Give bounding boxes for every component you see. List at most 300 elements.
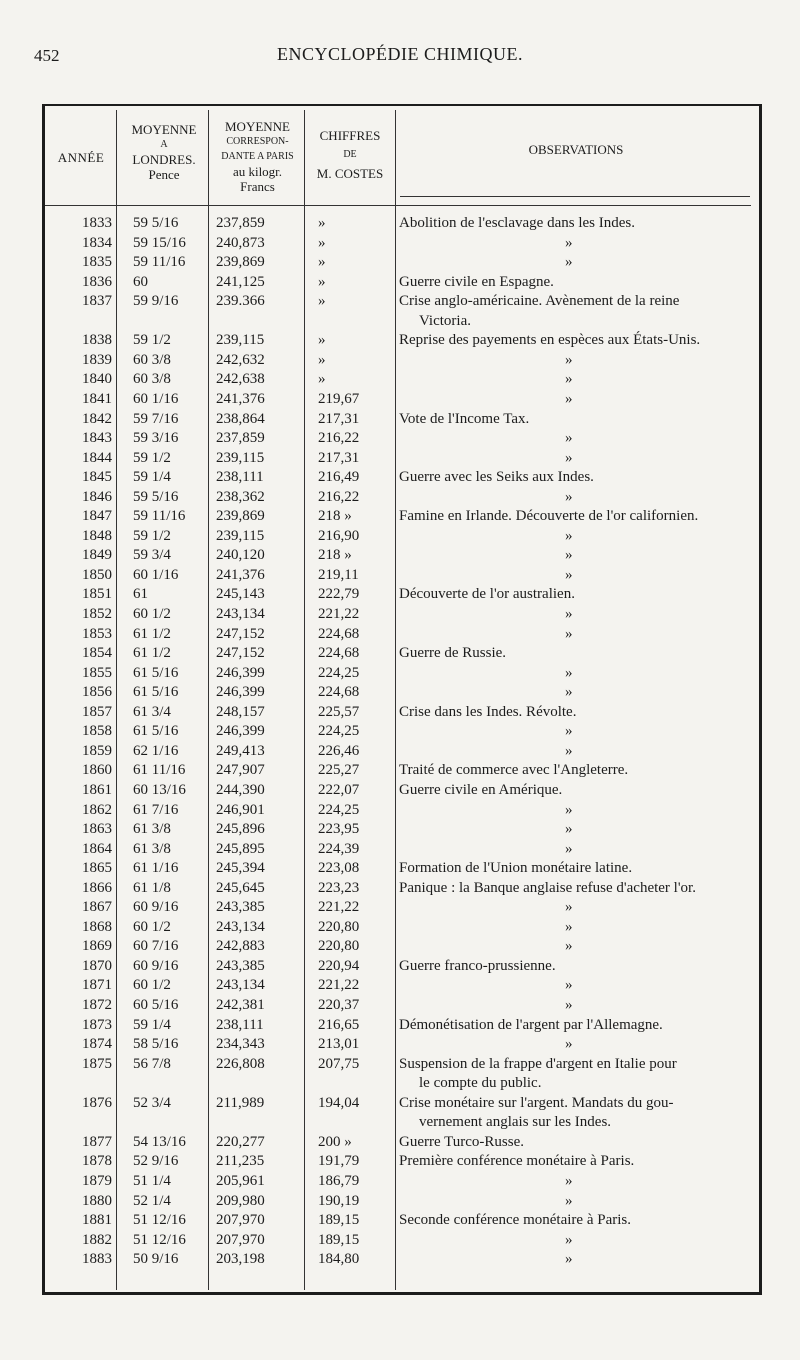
london-price-cell: 59 1/2 xyxy=(133,527,171,544)
table-row xyxy=(0,566,800,585)
table-row xyxy=(0,370,800,389)
paris-price-cell: 245,394 xyxy=(216,860,265,877)
costes-figure-cell: 220,37 xyxy=(318,997,360,1013)
london-price-cell: 61 3/8 xyxy=(133,840,171,857)
london-price-cell: 52 9/16 xyxy=(133,1153,179,1170)
table-row xyxy=(0,331,800,350)
observation-cell: » xyxy=(565,351,573,368)
london-price-cell: 59 15/16 xyxy=(133,234,186,251)
costes-figure-cell: 224,25 xyxy=(318,723,360,740)
london-price-cell: 60 1/16 xyxy=(133,566,179,583)
paris-price-cell: 240,873 xyxy=(216,234,265,251)
paris-price-cell: 203,198 xyxy=(216,1251,265,1268)
paris-price-cell: 246,399 xyxy=(216,723,265,740)
observation-cell: » xyxy=(565,625,573,642)
table-row xyxy=(0,859,800,878)
header-costes xyxy=(306,126,394,183)
observation-cell: » xyxy=(565,821,573,838)
observation-cell: » xyxy=(565,488,573,505)
paris-price-cell: 243,134 xyxy=(216,977,265,994)
paris-price-cell: 211,989 xyxy=(216,1094,265,1111)
header-london-line: MOYENNE xyxy=(131,122,197,137)
costes-figure-cell: 224,68 xyxy=(318,684,360,701)
london-price-cell: 51 1/4 xyxy=(133,1172,171,1189)
london-price-cell: 59 1/4 xyxy=(133,469,171,486)
london-price-cell: 59 5/16 xyxy=(133,215,179,231)
table-row xyxy=(0,1035,800,1054)
table-row xyxy=(0,722,800,741)
year-cell: 1883 xyxy=(82,1251,112,1268)
table-row xyxy=(0,761,800,780)
observation-cell: Découverte de l'or australien. xyxy=(399,586,575,603)
paris-price-cell: 243,385 xyxy=(216,957,265,974)
costes-figure-cell: 223,08 xyxy=(318,860,360,877)
paris-price-cell: 242,638 xyxy=(216,371,265,388)
observation-cell: Guerre de Russie. xyxy=(399,645,507,662)
header-paris-line: MOYENNE xyxy=(225,119,290,134)
observation-cell: » xyxy=(565,977,573,994)
header-paris-line: Francs xyxy=(240,179,275,194)
observation-cell: Seconde conférence monétaire à Paris. xyxy=(399,1212,631,1229)
observation-cell: » xyxy=(565,390,573,407)
paris-price-cell: 242,883 xyxy=(216,938,265,955)
year-cell: 1855 xyxy=(82,664,112,681)
observation-cell: » xyxy=(565,938,573,955)
costes-figure-cell: 213,01 xyxy=(318,1036,360,1053)
table-row xyxy=(0,468,800,487)
london-price-cell: 60 9/16 xyxy=(133,957,179,974)
observation-cell: Suspension de la frappe d'argent en Italie pour xyxy=(399,1055,677,1072)
year-cell: 1838 xyxy=(82,332,112,349)
london-price-cell: 61 1/2 xyxy=(133,625,171,642)
table-row xyxy=(0,1152,800,1171)
london-price-cell: 61 3/4 xyxy=(133,703,171,720)
observation-cell: Famine en Irlande. Découverte de l'or californien. xyxy=(399,508,699,525)
costes-figure-cell: 220,94 xyxy=(318,957,360,974)
year-cell: 1873 xyxy=(82,1016,112,1033)
page-number: 452 xyxy=(34,46,60,65)
paris-price-cell: 238,111 xyxy=(216,469,264,486)
london-price-cell: 60 5/16 xyxy=(133,997,179,1013)
table-row xyxy=(0,879,800,898)
paris-price-cell: 238,864 xyxy=(216,410,265,427)
observation-cell: » xyxy=(565,606,573,622)
observation-continuation-cell: vernement anglais sur les Indes. xyxy=(419,1114,612,1131)
table-row xyxy=(0,234,800,253)
observation-cell: » xyxy=(565,997,573,1013)
costes-figure-cell: 216,22 xyxy=(318,430,360,447)
header-london-line: LONDRES. xyxy=(132,152,196,167)
paris-price-cell: 245,143 xyxy=(216,586,265,603)
london-price-cell: 59 11/16 xyxy=(133,254,186,271)
costes-figure-cell: » xyxy=(318,254,326,271)
london-price-cell: 59 1/4 xyxy=(133,1016,171,1033)
london-price-cell: 50 9/16 xyxy=(133,1251,179,1268)
running-title: ENCYCLOPÉDIE CHIMIQUE. xyxy=(277,44,523,64)
paris-price-cell: 241,376 xyxy=(216,566,265,583)
observation-cell: » xyxy=(565,1231,573,1248)
year-cell: 1853 xyxy=(82,625,112,642)
year-cell: 1836 xyxy=(82,273,112,290)
paris-price-cell: 238,362 xyxy=(216,488,265,505)
table-row xyxy=(0,957,800,976)
costes-figure-cell: 224,68 xyxy=(318,625,360,642)
paris-price-cell: 244,390 xyxy=(216,781,265,798)
costes-figure-cell: 191,79 xyxy=(318,1153,360,1170)
table-row xyxy=(0,1172,800,1191)
costes-figure-cell: » xyxy=(318,351,326,368)
costes-figure-cell: » xyxy=(318,371,326,388)
header-costes-line: CHIFFRES xyxy=(319,128,381,143)
table-row xyxy=(0,507,800,526)
paris-price-cell: 220,277 xyxy=(216,1133,265,1150)
observation-cell: Démonétisation de l'argent par l'Allemagne. xyxy=(399,1016,663,1033)
header-paris-line: au kilogr. xyxy=(232,164,283,179)
london-price-cell: 59 1/2 xyxy=(133,449,171,466)
costes-figure-cell: 224,25 xyxy=(318,664,360,681)
year-cell: 1864 xyxy=(82,840,112,857)
costes-figure-cell: » xyxy=(318,293,326,310)
costes-figure-cell: 218 » xyxy=(318,547,352,564)
table-row xyxy=(0,488,800,507)
year-cell: 1867 xyxy=(82,899,112,916)
paris-price-cell: 205,961 xyxy=(216,1172,265,1189)
london-price-cell: 59 5/16 xyxy=(133,488,179,505)
table-row xyxy=(0,996,800,1015)
observation-cell: » xyxy=(565,742,573,759)
observation-cell: Guerre civile en Espagne. xyxy=(399,273,554,290)
london-price-cell: 51 12/16 xyxy=(133,1212,186,1229)
london-price-cell: 59 9/16 xyxy=(133,293,179,310)
london-price-cell: 61 5/16 xyxy=(133,684,179,701)
costes-figure-cell: 216,49 xyxy=(318,469,360,486)
paris-price-cell: 247,152 xyxy=(216,625,265,642)
year-cell: 1834 xyxy=(82,234,112,251)
paris-price-cell: 243,134 xyxy=(216,918,265,935)
paris-price-cell: 226,808 xyxy=(216,1055,265,1072)
london-price-cell: 60 13/16 xyxy=(133,781,186,798)
table-row xyxy=(0,937,800,956)
costes-figure-cell: 224,39 xyxy=(318,840,360,857)
paris-price-cell: 239,115 xyxy=(216,332,265,349)
table-row xyxy=(0,742,800,761)
costes-figure-cell: 218 » xyxy=(318,508,352,525)
london-price-cell: 62 1/16 xyxy=(133,742,179,759)
table-row xyxy=(0,214,800,233)
costes-figure-cell: 189,15 xyxy=(318,1231,360,1248)
year-cell: 1858 xyxy=(82,723,112,740)
year-cell: 1871 xyxy=(82,977,112,994)
london-price-cell: 54 13/16 xyxy=(133,1133,186,1150)
year-cell: 1857 xyxy=(82,703,112,720)
costes-figure-cell: 186,79 xyxy=(318,1172,360,1189)
london-price-cell: 61 1/8 xyxy=(133,879,171,896)
year-cell: 1835 xyxy=(82,254,112,271)
london-price-cell: 60 3/8 xyxy=(133,351,171,368)
year-cell: 1854 xyxy=(82,645,112,662)
year-cell: 1874 xyxy=(82,1036,112,1053)
observation-cell: » xyxy=(565,1172,573,1189)
costes-figure-cell: » xyxy=(318,332,326,349)
costes-figure-cell: 224,68 xyxy=(318,645,360,662)
year-cell: 1843 xyxy=(82,430,112,447)
header-rule xyxy=(45,205,751,206)
year-cell: 1842 xyxy=(82,410,112,427)
table-row-continuation xyxy=(0,1113,800,1132)
paris-price-cell: 245,895 xyxy=(216,840,265,857)
table-row xyxy=(0,546,800,565)
london-price-cell: 60 3/8 xyxy=(133,371,171,388)
table-row xyxy=(0,683,800,702)
table-row-continuation xyxy=(0,1074,800,1093)
table-row xyxy=(0,1133,800,1152)
observation-cell: » xyxy=(565,527,573,544)
observation-cell: Guerre Turco-Russe. xyxy=(399,1133,524,1150)
costes-figure-cell: 200 » xyxy=(318,1133,352,1150)
observation-cell: » xyxy=(565,1192,573,1209)
costes-figure-cell: 217,31 xyxy=(318,410,360,427)
year-cell: 1839 xyxy=(82,351,112,368)
table-row xyxy=(0,410,800,429)
london-price-cell: 59 11/16 xyxy=(133,508,186,525)
table-row xyxy=(0,898,800,917)
paris-price-cell: 207,970 xyxy=(216,1231,265,1248)
table-row xyxy=(0,801,800,820)
paris-price-cell: 238,111 xyxy=(216,1016,264,1033)
costes-figure-cell: 194,04 xyxy=(318,1094,360,1111)
year-cell: 1861 xyxy=(82,781,112,798)
table-row xyxy=(0,1211,800,1230)
london-price-cell: 56 7/8 xyxy=(133,1055,171,1072)
observation-cell: » xyxy=(565,723,573,740)
london-price-cell: 60 7/16 xyxy=(133,938,179,955)
paris-price-cell: 247,152 xyxy=(216,645,265,662)
costes-figure-cell: 207,75 xyxy=(318,1055,360,1072)
london-price-cell: 60 9/16 xyxy=(133,899,179,916)
london-price-cell: 60 1/2 xyxy=(133,977,171,994)
observation-continuation-cell: le compte du public. xyxy=(419,1075,542,1092)
year-cell: 1856 xyxy=(82,684,112,701)
paris-price-cell: 239,115 xyxy=(216,449,265,466)
header-london xyxy=(120,122,208,182)
year-cell: 1862 xyxy=(82,801,112,818)
observation-cell: » xyxy=(565,918,573,935)
table-row xyxy=(0,253,800,272)
costes-figure-cell: 225,57 xyxy=(318,703,360,720)
header-london-line: Pence xyxy=(148,167,180,182)
london-price-cell: 59 3/16 xyxy=(133,430,179,447)
table-row xyxy=(0,976,800,995)
year-cell: 1872 xyxy=(82,997,112,1013)
observation-cell: » xyxy=(565,449,573,466)
london-price-cell: 61 5/16 xyxy=(133,723,179,740)
year-cell: 1882 xyxy=(82,1231,112,1248)
observation-cell: Formation de l'Union monétaire latine. xyxy=(399,860,633,877)
observation-cell: » xyxy=(565,430,573,447)
year-cell: 1866 xyxy=(82,879,112,896)
costes-figure-cell: 225,27 xyxy=(318,762,360,779)
london-price-cell: 61 3/8 xyxy=(133,821,171,838)
paris-price-cell: 246,399 xyxy=(216,684,265,701)
london-price-cell: 59 1/2 xyxy=(133,332,171,349)
costes-figure-cell: 219,67 xyxy=(318,390,360,407)
costes-figure-cell: 219,11 xyxy=(318,566,359,583)
costes-figure-cell: 221,22 xyxy=(318,606,360,622)
year-cell: 1848 xyxy=(82,527,112,544)
observation-cell: » xyxy=(565,566,573,583)
costes-figure-cell: 226,46 xyxy=(318,742,360,759)
paris-price-cell: 239,115 xyxy=(216,527,265,544)
table-row xyxy=(0,1231,800,1250)
paris-price-cell: 211,235 xyxy=(216,1153,265,1170)
header-year: ANNÉE xyxy=(57,150,105,165)
observation-cell: Panique : la Banque anglaise refuse d'acheter l'or. xyxy=(399,879,696,896)
year-cell: 1860 xyxy=(82,762,112,779)
costes-figure-cell: 223,95 xyxy=(318,821,360,838)
year-cell: 1870 xyxy=(82,957,112,974)
paris-price-cell: 243,385 xyxy=(216,899,265,916)
observation-cell: » xyxy=(565,547,573,564)
year-cell: 1851 xyxy=(82,586,112,603)
london-price-cell: 61 11/16 xyxy=(133,762,186,779)
header-london-line: A xyxy=(160,139,168,150)
table-row xyxy=(0,625,800,644)
year-cell: 1859 xyxy=(82,742,112,759)
table-row xyxy=(0,1016,800,1035)
observation-cell: Première conférence monétaire à Paris. xyxy=(399,1153,635,1170)
paris-price-cell: 207,970 xyxy=(216,1212,265,1229)
table-row xyxy=(0,820,800,839)
observation-cell: » xyxy=(565,234,573,251)
london-price-cell: 61 1/16 xyxy=(133,860,179,877)
observation-cell: » xyxy=(565,840,573,857)
paris-price-cell: 237,859 xyxy=(216,430,265,447)
london-price-cell: 61 7/16 xyxy=(133,801,179,818)
costes-figure-cell: 220,80 xyxy=(318,918,360,935)
table-row xyxy=(0,664,800,683)
paris-price-cell: 246,399 xyxy=(216,664,265,681)
paris-price-cell: 240,120 xyxy=(216,547,265,564)
costes-figure-cell: 223,23 xyxy=(318,879,360,896)
london-price-cell: 61 5/16 xyxy=(133,664,179,681)
year-cell: 1878 xyxy=(82,1153,112,1170)
observation-cell: Crise dans les Indes. Révolte. xyxy=(399,703,577,720)
london-price-cell: 60 1/2 xyxy=(133,606,171,622)
costes-figure-cell: 189,15 xyxy=(318,1212,360,1229)
observation-cell: Crise monétaire sur l'argent. Mandats du gou- xyxy=(399,1094,674,1111)
year-cell: 1877 xyxy=(82,1133,112,1150)
observation-cell: Traité de commerce avec l'Angleterre. xyxy=(399,762,629,779)
london-price-cell: 61 xyxy=(133,586,148,603)
observation-cell: » xyxy=(565,1251,573,1268)
costes-figure-cell: 216,65 xyxy=(318,1016,360,1033)
year-cell: 1850 xyxy=(82,566,112,583)
observation-cell: Reprise des payements en espèces aux États-Unis. xyxy=(399,332,701,349)
paris-price-cell: 242,632 xyxy=(216,351,265,368)
observation-cell: » xyxy=(565,371,573,388)
header-paris-line: CORRESPON- xyxy=(226,136,289,147)
observation-cell: Abolition de l'esclavage dans les Indes. xyxy=(399,215,635,231)
table-row xyxy=(0,585,800,604)
paris-price-cell: 209,980 xyxy=(216,1192,265,1209)
costes-figure-cell: 216,22 xyxy=(318,488,360,505)
year-cell: 1881 xyxy=(82,1212,112,1229)
observation-cell: » xyxy=(565,1036,573,1053)
london-price-cell: 51 12/16 xyxy=(133,1231,186,1248)
london-price-cell: 58 5/16 xyxy=(133,1036,179,1053)
london-price-cell: 60 1/2 xyxy=(133,918,171,935)
year-cell: 1833 xyxy=(82,215,112,231)
header-paris-line: DANTE A PARIS xyxy=(221,151,294,162)
year-cell: 1879 xyxy=(82,1172,112,1189)
table-row-continuation xyxy=(0,312,800,331)
costes-figure-cell: » xyxy=(318,234,326,251)
observation-cell: Crise anglo-américaine. Avènement de la reine xyxy=(399,293,680,310)
paris-price-cell: 247,907 xyxy=(216,762,265,779)
table-row xyxy=(0,1192,800,1211)
paris-price-cell: 241,125 xyxy=(216,273,265,290)
table-row xyxy=(0,840,800,859)
year-cell: 1841 xyxy=(82,390,112,407)
london-price-cell: 61 1/2 xyxy=(133,645,171,662)
london-price-cell: 59 7/16 xyxy=(133,410,179,427)
table-row xyxy=(0,273,800,292)
london-price-cell: 59 3/4 xyxy=(133,547,171,564)
london-price-cell: 60 1/16 xyxy=(133,390,179,407)
costes-figure-cell: 222,79 xyxy=(318,586,360,603)
table-row xyxy=(0,605,800,624)
paris-price-cell: 243,134 xyxy=(216,606,265,622)
year-cell: 1849 xyxy=(82,547,112,564)
costes-figure-cell: 190,19 xyxy=(318,1192,360,1209)
london-price-cell: 60 xyxy=(133,273,148,290)
costes-figure-cell: 220,80 xyxy=(318,938,360,955)
table-row xyxy=(0,390,800,409)
paris-price-cell: 237,859 xyxy=(216,215,265,231)
year-cell: 1840 xyxy=(82,371,112,388)
table-row xyxy=(0,351,800,370)
observation-cell: » xyxy=(565,664,573,681)
header-observations: OBSERVATIONS xyxy=(528,142,624,157)
table-row xyxy=(0,1250,800,1269)
paris-price-cell: 249,413 xyxy=(216,742,265,759)
header-paris xyxy=(210,119,305,194)
paris-price-cell: 242,381 xyxy=(216,997,265,1013)
table-row xyxy=(0,703,800,722)
observation-continuation-cell: Victoria. xyxy=(419,312,471,329)
observation-cell: » xyxy=(565,684,573,701)
year-cell: 1868 xyxy=(82,918,112,935)
table-row xyxy=(0,781,800,800)
observation-cell: » xyxy=(565,254,573,271)
paris-price-cell: 239,869 xyxy=(216,508,265,525)
observation-cell: » xyxy=(565,899,573,916)
table-row xyxy=(0,644,800,663)
costes-figure-cell: » xyxy=(318,215,326,231)
paris-price-cell: 245,645 xyxy=(216,879,265,896)
paris-price-cell: 248,157 xyxy=(216,703,265,720)
year-cell: 1845 xyxy=(82,469,112,486)
paris-price-cell: 239.366 xyxy=(216,293,265,310)
costes-figure-cell: » xyxy=(318,273,326,290)
year-cell: 1846 xyxy=(82,488,112,505)
costes-figure-cell: 222,07 xyxy=(318,781,360,798)
costes-figure-cell: 221,22 xyxy=(318,977,360,994)
table-row xyxy=(0,429,800,448)
year-cell: 1863 xyxy=(82,821,112,838)
year-cell: 1869 xyxy=(82,938,112,955)
year-cell: 1876 xyxy=(82,1094,112,1111)
